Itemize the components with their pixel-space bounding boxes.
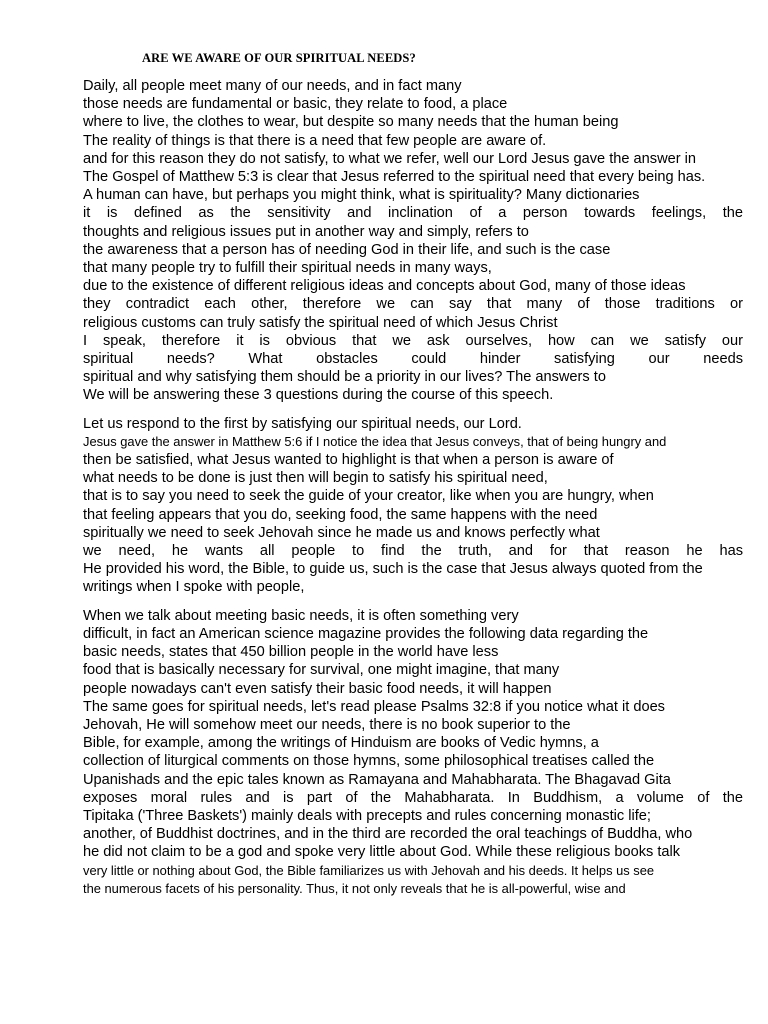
text-line: very little or nothing about God, the Bible familiarizes us with Jehovah and his deeds. It helps us see — [83, 862, 655, 878]
text-line: Bible, for example, among the writings of Hinduism are books of Vedic hymns, a — [83, 735, 599, 752]
text-line: Upanishads and the epic tales known as Ramayana and Mahabharata. The Bhagavad Gita — [83, 771, 671, 788]
text-line: it is defined as the sensitivity and inclination of a person towards feelings, the — [83, 205, 743, 222]
text-line: Jehovah, He will somehow meet our needs, there is no book superior to the — [83, 716, 571, 733]
paragraph-3 — [83, 607, 743, 898]
paragraph-2 — [83, 415, 743, 597]
text-line: He provided his word, the Bible, to guide us, such is the case that Jesus always quoted from the — [83, 561, 703, 578]
text-line: they contradict each other, therefore we can say that many of those traditions or — [83, 296, 743, 313]
text-line: the awareness that a person has of needing God in their life, and such is the case — [83, 241, 611, 258]
paragraph-1 — [83, 77, 743, 405]
text-line: spiritual and why satisfying them should be a priority in our lives? The answers to — [83, 369, 606, 386]
text-line: where to live, the clothes to wear, but despite so many needs that the human being — [83, 114, 619, 131]
document-body — [83, 77, 743, 898]
document-title: ARE WE AWARE OF OUR SPIRITUAL NEEDS? — [142, 51, 416, 65]
text-line: food that is basically necessary for survival, one might imagine, that many — [83, 662, 560, 679]
text-line: that feeling appears that you do, seeking food, the same happens with the need — [83, 506, 598, 523]
text-line: The same goes for spiritual needs, let's read please Psalms 32:8 if you notice what it does — [83, 698, 665, 715]
text-line: Jesus gave the answer in Matthew 5:6 if I notice the idea that Jesus conveys, that of being hungry and — [83, 433, 667, 449]
text-line: and for this reason they do not satisfy, to what we refer, well our Lord Jesus gave the answer in — [83, 150, 696, 167]
text-line: what needs to be done is just then will begin to satisfy his spiritual need, — [83, 470, 548, 487]
text-line: Tipitaka ('Three Baskets') mainly deals with precepts and rules concerning monastic life; — [83, 807, 651, 824]
text-line: The reality of things is that there is a need that few people are aware of. — [83, 132, 547, 149]
text-line: We will be answering these 3 questions during the course of this speech. — [83, 387, 554, 404]
text-line: When we talk about meeting basic needs, it is often something very — [83, 607, 519, 624]
text-line: the numerous facets of his personality. Thus, it not only reveals that he is all-powerful, wise and — [83, 880, 626, 896]
text-line: due to the existence of different religious ideas and concepts about God, many of those ideas — [83, 278, 686, 295]
text-line: he did not claim to be a god and spoke very little about God. While these religious books talk — [83, 844, 681, 861]
text-line: religious customs can truly satisfy the spiritual need of which Jesus Christ — [83, 314, 558, 331]
text-line: Let us respond to the first by satisfying our spiritual needs, our Lord. — [83, 415, 522, 432]
text-line: writings when I spoke with people, — [83, 579, 305, 596]
text-line: I speak, therefore it is obvious that we ask ourselves, how can we satisfy our — [83, 332, 743, 349]
text-line: that is to say you need to seek the guide of your creator, like when you are hungry, when — [83, 488, 654, 505]
text-line: thoughts and religious issues put in another way and simply, refers to — [83, 223, 529, 240]
text-line: spiritually we need to seek Jehovah since he made us and knows perfectly what — [83, 524, 600, 541]
text-line: those needs are fundamental or basic, they relate to food, a place — [83, 96, 508, 113]
text-line: basic needs, states that 450 billion people in the world have less — [83, 644, 499, 661]
text-line: we need, he wants all people to find the truth, and for that reason he has — [83, 543, 743, 560]
text-line: difficult, in fact an American science magazine provides the following data regarding the — [83, 625, 649, 642]
text-line: spiritual needs? What obstacles could hinder satisfying our needs — [83, 351, 743, 368]
text-line: collection of liturgical comments on those hymns, some philosophical treatises called the — [83, 753, 655, 770]
text-line: people nowadays can't even satisfy their basic food needs, it will happen — [83, 680, 552, 697]
text-line: another, of Buddhist doctrines, and in the third are recorded the oral teachings of Buddha, who — [83, 826, 693, 843]
text-line: that many people try to fulfill their spiritual needs in many ways, — [83, 260, 492, 277]
text-line: Daily, all people meet many of our needs, and in fact many — [83, 78, 462, 94]
text-line: exposes moral rules and is part of the Mahabharata. In Buddhism, a volume of the — [83, 789, 743, 806]
text-line: A human can have, but perhaps you might think, what is spirituality? Many dictionaries — [83, 187, 640, 204]
text-line: then be satisfied, what Jesus wanted to highlight is that when a person is aware of — [83, 452, 614, 469]
text-line: The Gospel of Matthew 5:3 is clear that Jesus referred to the spiritual need that every being has. — [83, 169, 706, 186]
